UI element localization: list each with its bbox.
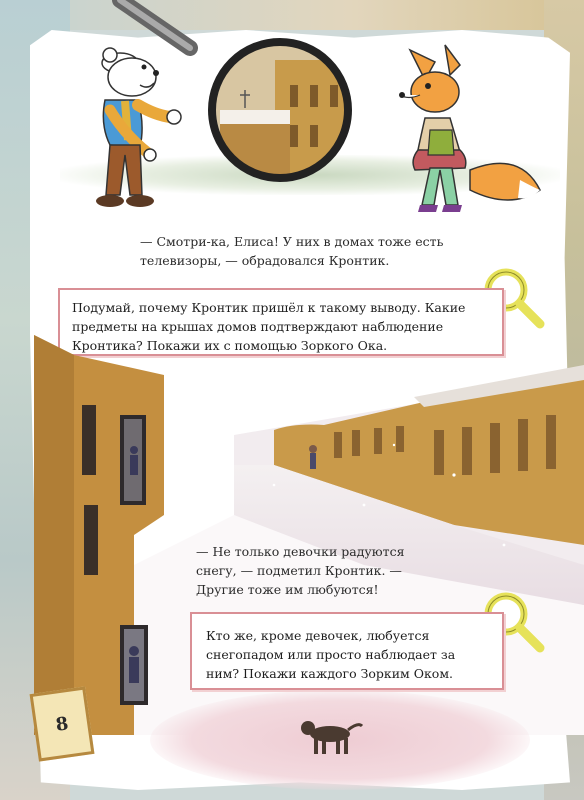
question-antennas-text: Подумай, почему Кронтик пришёл к такому выводу. Какие предметы на крышах домов подтверждают наблюдение Кронтика? Покажи их с помощью Зоркого Ока. xyxy=(72,300,466,353)
dog-illustration xyxy=(292,712,372,762)
caption-others-admire xyxy=(196,542,416,599)
question-box-who-watches xyxy=(190,612,504,690)
page-number: 8 xyxy=(30,686,95,761)
elisa-fox-illustration xyxy=(390,40,550,220)
magnifying-glass-icon xyxy=(110,0,370,210)
caption-line-2: снегу, — подметил Кронтик. — xyxy=(196,563,402,578)
caption-line-3: Другие тоже им любуются! xyxy=(196,582,379,597)
caption-television: — Смотри-ка, Елиса! У них в домах тоже есть телевизоры, — обрадовался Кронтик. xyxy=(140,234,444,268)
caption-line-1: — Не только девочки радуются xyxy=(196,544,405,559)
question-who-watches-text: Кто же, кроме девочек, любуется снегопадом или просто наблюдает за ним? Покажи каждого Зорким Оком. xyxy=(206,628,456,681)
